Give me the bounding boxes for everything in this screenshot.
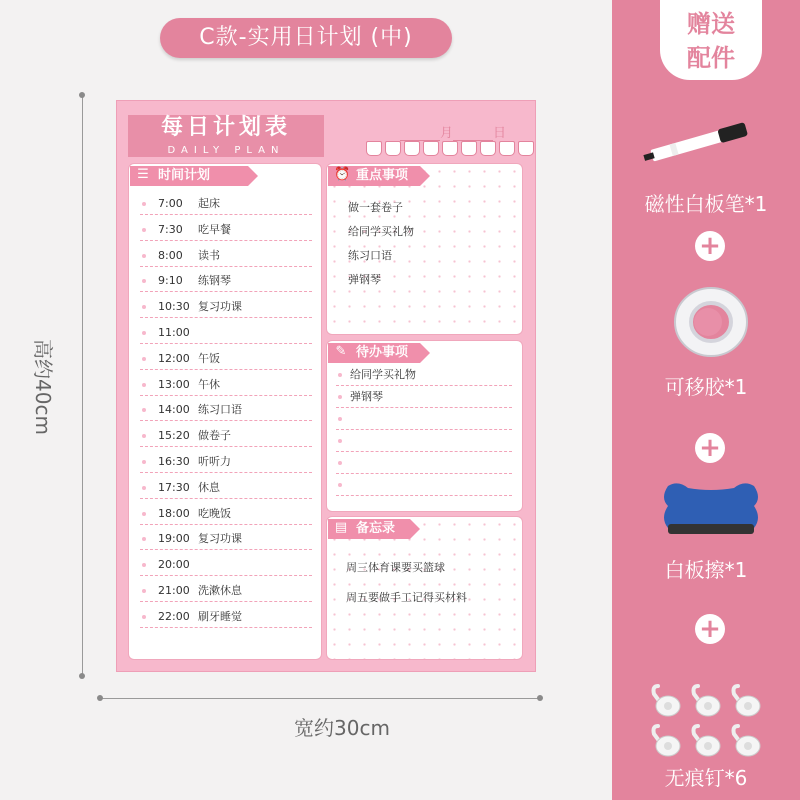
memo-tab: [328, 519, 410, 539]
todo-item: [350, 477, 510, 493]
width-dimension-line: [100, 698, 540, 699]
height-dimension-top-dot: [79, 92, 85, 98]
whiteboard-marker-icon: [640, 112, 760, 172]
time-row-divider: [140, 472, 312, 473]
time-row-divider: [140, 627, 312, 628]
hook-nail-icon: [650, 722, 684, 760]
eraser-icon: [658, 478, 764, 544]
time-value: 12:00: [158, 351, 190, 365]
row-bullet: [142, 486, 146, 490]
time-row-divider: [140, 266, 312, 267]
time-row-divider: [140, 549, 312, 550]
time-row-divider: [140, 575, 312, 576]
paperclip-icon: ✎: [335, 344, 347, 359]
hook-nail-icon: [690, 722, 724, 760]
time-plan-label: 时间计划: [158, 168, 211, 183]
todo-row-divider: [336, 407, 512, 408]
time-row: [158, 299, 308, 315]
todo-row-divider: [336, 473, 512, 474]
row-bullet: [142, 228, 146, 232]
time-row: [158, 273, 308, 289]
time-value: 17:30: [158, 480, 190, 494]
row-bullet: [142, 383, 146, 387]
width-dimension-right-dot: [537, 695, 543, 701]
time-row-divider: [140, 240, 312, 241]
time-value: 11:00: [158, 326, 190, 339]
todo-item: [350, 455, 510, 471]
memo-label: 备忘录: [356, 521, 396, 536]
product-variant-title: C款-实用日计划 (中): [160, 18, 452, 58]
width-label: 宽约30cm: [294, 716, 390, 740]
water-cup-icon: [366, 141, 382, 156]
board-subtitle: DAILY PLAN: [167, 145, 285, 156]
time-value: 13:00: [158, 377, 190, 391]
time-row-divider: [140, 420, 312, 421]
time-row: [158, 351, 308, 367]
plus-icon: +: [695, 433, 725, 463]
gift-badge-line1: 赠送: [687, 10, 735, 38]
time-plan-tab-arrow: [248, 166, 258, 186]
key-items-label: 重点事项: [356, 168, 409, 183]
time-row-divider: [140, 317, 312, 318]
time-row-divider: [140, 524, 312, 525]
row-bullet: [142, 357, 146, 361]
todo-item: [350, 411, 510, 427]
water-cup-icon: [461, 141, 477, 156]
plus-icon: +: [695, 231, 725, 261]
time-plan-tab: [130, 166, 248, 186]
time-row-divider: [140, 395, 312, 396]
board-title: 每日计划表: [160, 115, 291, 140]
hook-nail-icon: [730, 682, 764, 720]
day-label: 日: [493, 126, 507, 141]
time-value: 21:00: [158, 584, 190, 597]
todo-tab: [328, 343, 420, 363]
row-bullet: [142, 331, 146, 335]
time-task: 复习功课: [198, 300, 242, 314]
time-row: [158, 222, 308, 238]
hook-nail-icon: [690, 682, 724, 720]
book-icon: ▤: [334, 520, 348, 535]
tape-roll-icon: [668, 282, 754, 362]
time-row: [158, 506, 308, 522]
gift-item-label-tape: 可移胶*1: [664, 375, 748, 399]
row-bullet: [338, 483, 342, 487]
height-dimension-line: [82, 95, 83, 675]
hook-nail-icon: [650, 682, 684, 720]
time-row: [158, 402, 308, 418]
time-row: [158, 428, 308, 444]
gift-item-label-marker: 磁性白板笔*1: [644, 192, 768, 216]
time-task: 复习功课: [198, 532, 242, 546]
time-task: 洗漱休息: [198, 584, 242, 597]
time-task: 练习口语: [198, 403, 242, 417]
row-bullet: [338, 417, 342, 421]
list-icon: ☰: [137, 167, 149, 182]
row-bullet: [142, 254, 146, 258]
key-items-tab-arrow: [420, 166, 430, 186]
todo-row-divider: [336, 429, 512, 430]
time-value: 16:30: [158, 455, 190, 468]
time-row-divider: [140, 498, 312, 499]
row-bullet: [338, 439, 342, 443]
time-row: [158, 325, 308, 341]
time-row: [158, 531, 308, 547]
todo-item: 弹钢琴: [350, 390, 383, 403]
time-row: [158, 196, 308, 212]
clock-icon: ⏰: [334, 167, 351, 182]
water-cup-icon: [423, 141, 439, 156]
water-cup-icon: [499, 141, 515, 156]
time-task: 吃晚饭: [198, 506, 231, 520]
time-task: 休息: [198, 480, 220, 494]
row-bullet: [142, 460, 146, 464]
row-bullet: [142, 512, 146, 516]
time-row: [158, 454, 308, 470]
time-row: [158, 480, 308, 496]
time-value: 7:30: [158, 222, 183, 236]
time-row-divider: [140, 343, 312, 344]
time-task: 读书: [198, 248, 220, 262]
plus-icon: +: [695, 614, 725, 644]
time-value: 14:00: [158, 403, 190, 417]
todo-label: 待办事项: [356, 345, 409, 360]
time-row-divider: [140, 601, 312, 602]
time-row: [158, 583, 308, 599]
todo-item: 给同学买礼物: [350, 368, 416, 381]
time-value: 18:00: [158, 506, 190, 520]
key-item: 弹钢琴: [348, 273, 381, 286]
height-dimension-bottom-dot: [79, 673, 85, 679]
gift-badge: [660, 0, 762, 80]
todo-row-divider: [336, 385, 512, 386]
time-row: [158, 377, 308, 393]
water-cup-icon: [518, 141, 534, 156]
gift-item-label-eraser: 白板擦*1: [664, 558, 748, 582]
time-value: 8:00: [158, 248, 183, 262]
key-item: 给同学买礼物: [348, 225, 414, 238]
day-blank: [453, 128, 493, 141]
height-label: 高约40cm: [31, 339, 55, 435]
time-task: 午休: [198, 377, 220, 391]
time-task: 起床: [198, 197, 220, 210]
month-label: 月: [440, 126, 454, 141]
time-row-divider: [140, 291, 312, 292]
memo-tab-arrow: [410, 519, 420, 539]
row-bullet: [338, 461, 342, 465]
time-task: 练钢琴: [198, 274, 231, 288]
time-value: 15:20: [158, 429, 190, 443]
time-value: 7:00: [158, 197, 183, 210]
time-row: [158, 248, 308, 264]
time-row-divider: [140, 369, 312, 370]
width-dimension-left-dot: [97, 695, 103, 701]
time-value: 22:00: [158, 609, 190, 623]
time-row-divider: [140, 214, 312, 215]
time-row-divider: [140, 446, 312, 447]
month-blank: [400, 128, 440, 141]
key-item: 做一套卷子: [348, 201, 403, 214]
row-bullet: [142, 202, 146, 206]
hook-nail-icon: [730, 722, 764, 760]
row-bullet: [142, 589, 146, 593]
date-fields: [400, 122, 520, 140]
time-task: 午饭: [198, 351, 220, 365]
gift-badge-line2: 配件: [687, 44, 735, 72]
time-row: [158, 609, 308, 625]
row-bullet: [142, 615, 146, 619]
todo-item: [350, 433, 510, 449]
key-items-tab: [328, 166, 420, 186]
time-value: 19:00: [158, 532, 190, 546]
memo-item: 周三体育课要买篮球: [346, 561, 445, 574]
time-task: 吃早餐: [198, 222, 231, 236]
row-bullet: [338, 373, 342, 377]
time-value: 9:10: [158, 274, 183, 288]
key-item: 练习口语: [348, 249, 392, 262]
todo-row-divider: [336, 495, 512, 496]
water-cup-icon: [385, 141, 401, 156]
time-task: 做卷子: [198, 429, 231, 443]
water-cup-icon: [404, 141, 420, 156]
time-value: 10:30: [158, 300, 190, 314]
water-cup-icon: [480, 141, 496, 156]
time-row: [158, 557, 308, 573]
time-value: 20:00: [158, 558, 190, 572]
todo-row-divider: [336, 451, 512, 452]
row-bullet: [338, 395, 342, 399]
water-cup-icon: [442, 141, 458, 156]
todo-tab-arrow: [420, 343, 430, 363]
time-task: 听听力: [198, 455, 231, 468]
memo-item: 周五要做手工记得买材料: [346, 591, 467, 604]
gift-item-label-hooks: 无痕钉*6: [664, 766, 748, 790]
time-task: 刷牙睡觉: [198, 609, 242, 623]
